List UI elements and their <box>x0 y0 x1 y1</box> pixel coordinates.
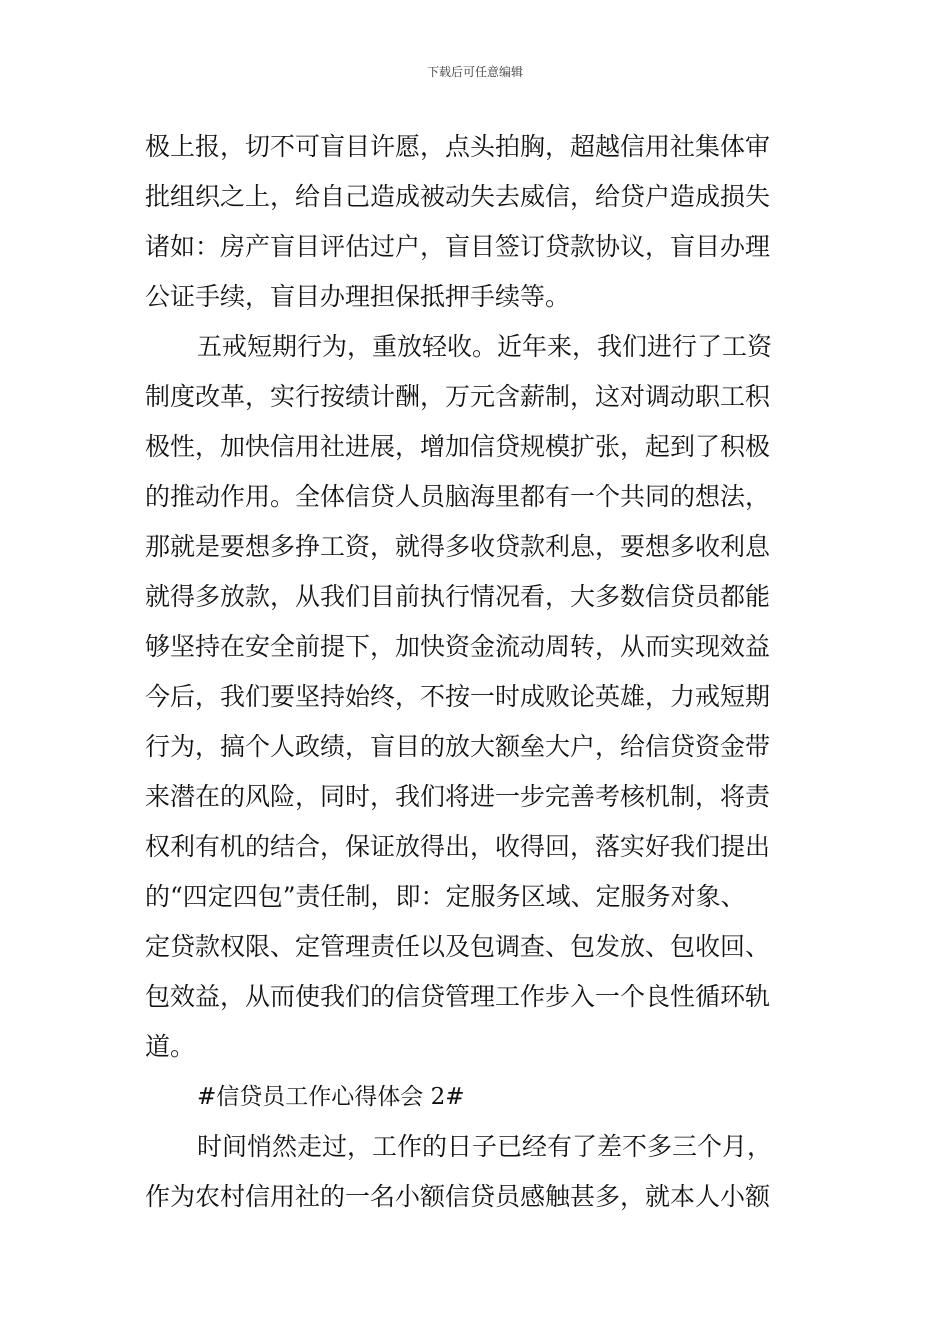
text-line: 制度改革，实行按绩计酬，万元含薪制，这对调动职工积 <box>145 382 771 411</box>
paragraph-first-line: 时间悄然走过，工作的日子已经有了差不多三个月， <box>197 1132 773 1161</box>
text-line: 的“四定四包”责任制，即：定服务区域、定服务对象、 <box>145 882 746 911</box>
paragraph-first-line: 五戒短期行为，重放轻收。近年来，我们进行了工资 <box>197 332 773 361</box>
text-line: 那就是要想多挣工资，就得多收贷款利息，要想多收利息 <box>145 532 771 561</box>
text-line: 的推动作用。全体信贷人员脑海里都有一个共同的想法， <box>145 482 771 511</box>
text-line: 极上报，切不可盲目许愿，点头拍胸，超越信用社集体审 <box>145 132 771 161</box>
section-heading: #信贷员工作心得体会 2# <box>197 1084 465 1110</box>
text-line: 包效益，从而使我们的信贷管理工作步入一个良性循环轨 <box>145 982 771 1011</box>
text-line: 来潜在的风险，同时，我们将进一步完善考核机制，将责 <box>145 782 771 811</box>
text-line: 公证手续，盲目办理担保抵押手续等。 <box>145 282 571 311</box>
page-header: 下载后可任意编辑 <box>426 65 523 79</box>
text-line: 极性，加快信用社进展，增加信贷规模扩张，起到了积极 <box>145 432 771 461</box>
text-line: 道。 <box>145 1032 196 1061</box>
text-line: 批组织之上，给自己造成被动失去威信，给贷户造成损失 <box>145 182 771 211</box>
text-line: 权利有机的结合，保证放得出，收得回，落实好我们提出 <box>145 832 771 861</box>
text-line: 就得多放款，从我们目前执行情况看，大多数信贷员都能 <box>145 582 771 611</box>
text-line: 够坚持在安全前提下，加快资金流动周转，从而实现效益 <box>145 632 771 661</box>
text-line: 作为农村信用社的一名小额信贷员感触甚多，就本人小额 <box>145 1182 771 1211</box>
text-line: 行为，搞个人政绩，盲目的放大额垒大户，给信贷资金带 <box>145 732 771 761</box>
text-line: 今后，我们要坚持始终，不按一时成败论英雄，力戒短期 <box>145 682 771 711</box>
text-line: 诸如：房产盲目评估过户，盲目签订贷款协议，盲目办理 <box>145 232 771 261</box>
document-body <box>145 122 815 1222</box>
text-line: 定贷款权限、定管理责任以及包调查、包发放、包收回、 <box>145 932 771 961</box>
